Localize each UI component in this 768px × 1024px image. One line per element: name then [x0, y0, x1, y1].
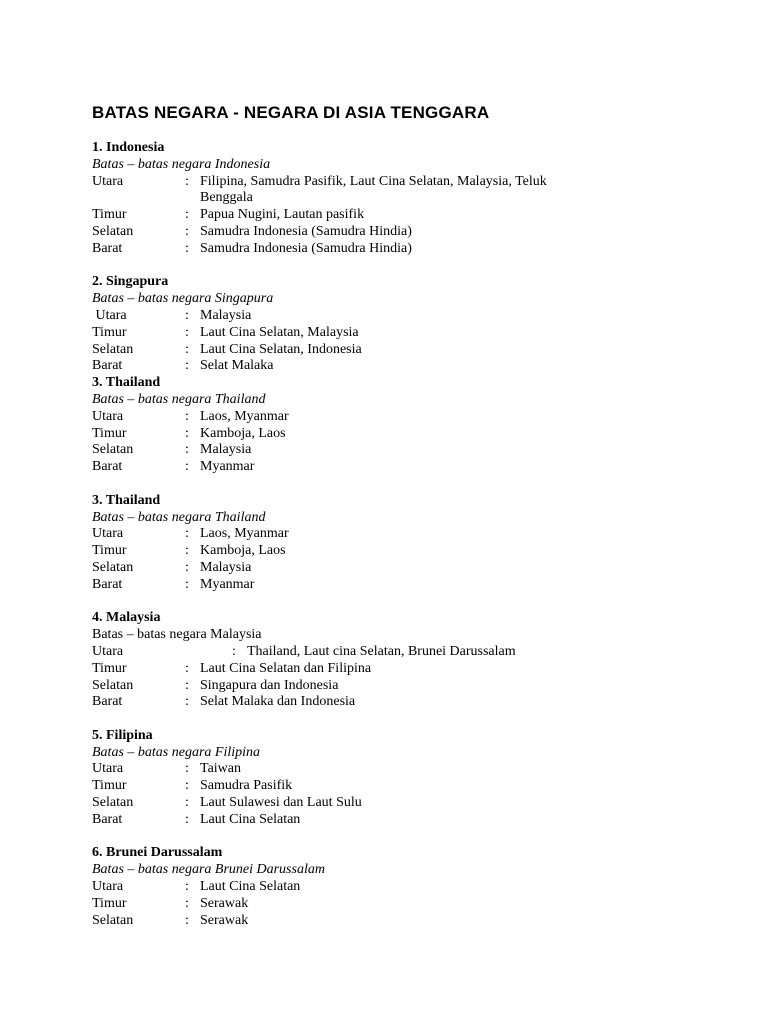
section-heading: 4. Malaysia: [92, 610, 161, 626]
section-subtitle: Batas – batas negara Indonesia: [92, 156, 271, 172]
border-value: Myanmar: [200, 576, 255, 592]
direction-label: Timur: [92, 543, 127, 559]
border-row: [92, 577, 712, 594]
colon-separator: :: [185, 358, 189, 374]
border-row: [92, 442, 712, 459]
direction-label: Utara: [92, 526, 124, 542]
direction-label: Selatan: [92, 559, 134, 575]
colon-separator: :: [185, 307, 189, 323]
border-value: Papua Nugini, Lautan pasifik: [200, 207, 365, 223]
country-section: [92, 610, 712, 711]
section-heading: 2. Singapura: [92, 274, 169, 290]
border-row: [92, 174, 712, 208]
section-subtitle: Batas – batas negara Singapura: [92, 291, 274, 307]
colon-separator: :: [232, 643, 236, 659]
section-heading: 3. Thailand: [92, 492, 161, 508]
border-value: Laut Cina Selatan: [200, 879, 301, 895]
border-row: [92, 678, 712, 695]
country-section: [92, 274, 712, 375]
direction-label: Selatan: [92, 442, 134, 458]
colon-separator: :: [185, 795, 189, 811]
border-value: Serawak: [200, 895, 249, 911]
border-row: [92, 207, 712, 224]
section-gap: [92, 711, 712, 728]
direction-label: Utara: [92, 761, 124, 777]
border-row: [92, 795, 712, 812]
colon-separator: :: [185, 694, 189, 710]
colon-separator: :: [185, 408, 189, 424]
border-row: [92, 778, 712, 795]
direction-label: Timur: [92, 660, 127, 676]
direction-label: Timur: [92, 895, 127, 911]
direction-label: Utara: [92, 408, 124, 424]
border-value: Malaysia: [200, 307, 252, 323]
direction-label: Timur: [92, 778, 127, 794]
border-row: [92, 224, 712, 241]
direction-label: Utara: [92, 879, 124, 895]
border-row: [92, 543, 712, 560]
border-value: Samudra Indonesia (Samudra Hindia): [200, 223, 412, 239]
direction-label: Barat: [92, 811, 123, 827]
colon-separator: :: [185, 442, 189, 458]
border-value: Laos, Myanmar: [200, 526, 289, 542]
colon-separator: :: [185, 324, 189, 340]
country-section: [92, 493, 712, 594]
colon-separator: :: [185, 895, 189, 911]
country-section: [92, 728, 712, 829]
colon-separator: :: [185, 778, 189, 794]
direction-label: Selatan: [92, 341, 134, 357]
border-row: [92, 761, 712, 778]
colon-separator: :: [185, 425, 189, 441]
direction-label: Selatan: [92, 795, 134, 811]
direction-label: Selatan: [92, 677, 134, 693]
border-row: [92, 308, 712, 325]
border-value: Malaysia: [200, 559, 252, 575]
country-section: [92, 375, 712, 476]
border-value: Selat Malaka: [200, 358, 274, 374]
country-section: [92, 140, 712, 258]
border-value: Laut Cina Selatan, Indonesia: [200, 341, 362, 357]
border-value: Laos, Myanmar: [200, 408, 289, 424]
section-gap: [92, 829, 712, 846]
border-row: [92, 560, 712, 577]
border-row: [92, 526, 712, 543]
border-row: [92, 661, 712, 678]
section-heading: 6. Brunei Darussalam: [92, 845, 223, 861]
border-row: [92, 409, 712, 426]
direction-label: Utara: [92, 173, 124, 189]
border-row: [92, 913, 712, 930]
colon-separator: :: [185, 341, 189, 357]
border-value: Filipina, Samudra Pasifik, Laut Cina Selatan, Malaysia, Teluk Benggala: [200, 173, 547, 206]
direction-label: Timur: [92, 324, 127, 340]
border-row: [92, 644, 712, 661]
section-subtitle: Batas – batas negara Malaysia: [92, 627, 262, 643]
direction-label: Selatan: [92, 223, 134, 239]
border-value: Samudra Pasifik: [200, 778, 293, 794]
border-value: Kamboja, Laos: [200, 543, 286, 559]
border-row: [92, 896, 712, 913]
colon-separator: :: [185, 526, 189, 542]
border-row: [92, 358, 712, 375]
border-row: [92, 241, 712, 258]
border-value: Singapura dan Indonesia: [200, 677, 339, 693]
border-value: Samudra Indonesia (Samudra Hindia): [200, 240, 412, 256]
border-row: [92, 426, 712, 443]
section-heading: 1. Indonesia: [92, 140, 165, 155]
border-row: [92, 459, 712, 476]
colon-separator: :: [185, 223, 189, 239]
border-row: [92, 325, 712, 342]
direction-label: Barat: [92, 240, 123, 256]
document-content: [92, 103, 712, 929]
border-value: Serawak: [200, 912, 249, 928]
direction-label: Utara: [92, 643, 124, 659]
direction-label: Selatan: [92, 912, 134, 928]
border-value: Selat Malaka dan Indonesia: [200, 694, 356, 710]
colon-separator: :: [185, 240, 189, 256]
colon-separator: :: [185, 811, 189, 827]
section-subtitle: Batas – batas negara Thailand: [92, 391, 266, 407]
border-value: Malaysia: [200, 442, 252, 458]
direction-label: Barat: [92, 576, 123, 592]
border-value: Laut Sulawesi dan Laut Sulu: [200, 795, 362, 811]
direction-label: Barat: [92, 694, 123, 710]
colon-separator: :: [185, 207, 189, 223]
border-row: [92, 812, 712, 829]
border-value: Taiwan: [200, 761, 242, 777]
border-value: Myanmar: [200, 459, 255, 475]
direction-label: Utara: [92, 307, 127, 323]
section-gap: [92, 476, 712, 493]
direction-label: Timur: [92, 207, 127, 223]
section-gap: [92, 258, 712, 275]
direction-label: Barat: [92, 358, 123, 374]
border-row: [92, 342, 712, 359]
direction-label: Barat: [92, 459, 123, 475]
colon-separator: :: [185, 677, 189, 693]
sections-container: [92, 140, 712, 929]
colon-separator: :: [185, 173, 189, 189]
colon-separator: :: [185, 879, 189, 895]
colon-separator: :: [185, 660, 189, 676]
border-value: Laut Cina Selatan dan Filipina: [200, 660, 372, 676]
border-row: [92, 879, 712, 896]
country-section: [92, 845, 712, 929]
colon-separator: :: [185, 761, 189, 777]
border-value: Laut Cina Selatan: [200, 811, 301, 827]
colon-separator: :: [185, 559, 189, 575]
colon-separator: :: [185, 576, 189, 592]
direction-label: Timur: [92, 425, 127, 441]
colon-separator: :: [185, 912, 189, 928]
section-subtitle: Batas – batas negara Thailand: [92, 509, 266, 525]
section-subtitle: Batas – batas negara Brunei Darussalam: [92, 862, 325, 878]
section-heading: 3. Thailand: [92, 375, 161, 391]
border-value: Kamboja, Laos: [200, 425, 286, 441]
colon-separator: :: [185, 459, 189, 475]
colon-separator: :: [185, 543, 189, 559]
border-value: Thailand, Laut cina Selatan, Brunei Darussalam: [247, 643, 516, 659]
border-row: [92, 694, 712, 711]
section-gap: [92, 594, 712, 611]
document-title: BATAS NEGARA - NEGARA DI ASIA TENGGARA: [92, 103, 490, 122]
section-heading: 5. Filipina: [92, 727, 153, 743]
section-subtitle: Batas – batas negara Filipina: [92, 744, 260, 760]
border-value: Laut Cina Selatan, Malaysia: [200, 324, 359, 340]
